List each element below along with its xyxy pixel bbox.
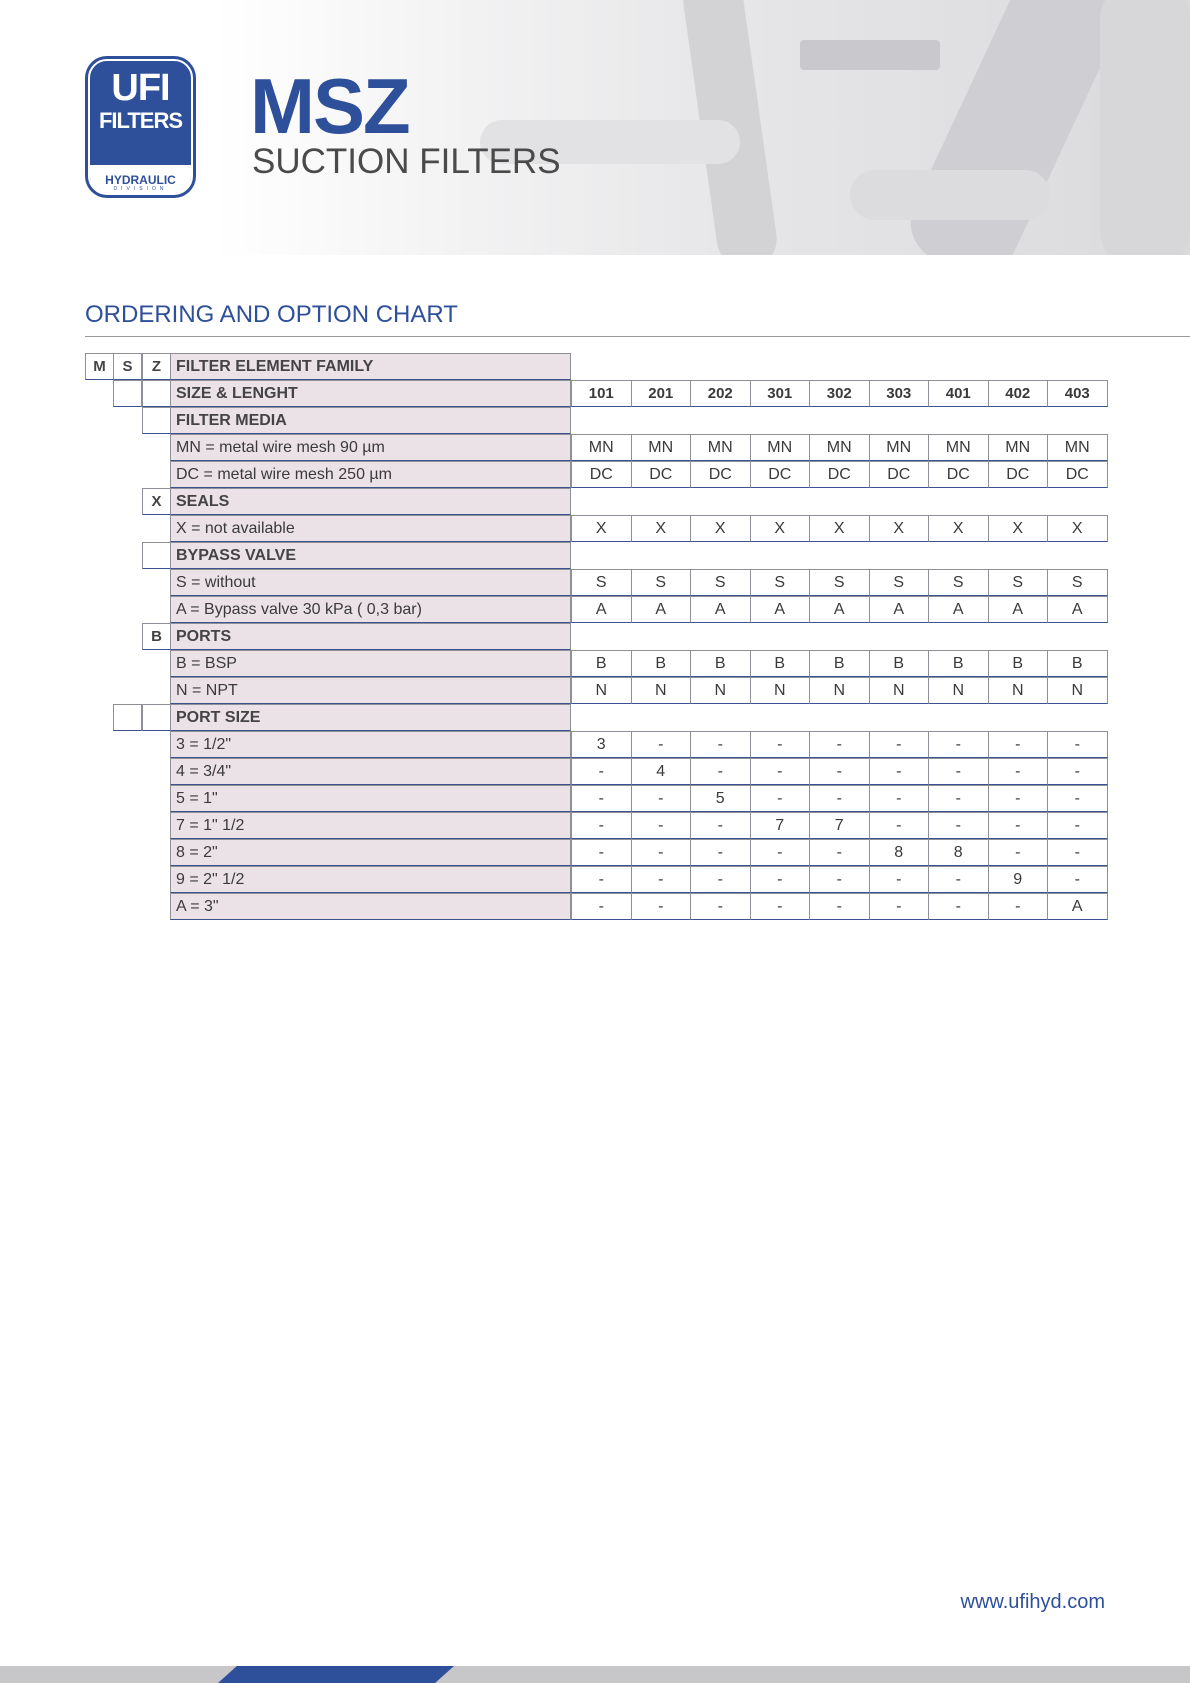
option-value-cell: X — [809, 515, 870, 542]
option-value-cell: S — [1047, 569, 1108, 596]
option-value-cell: - — [631, 893, 692, 920]
option-value-cell: MN — [869, 434, 930, 461]
option-value-cell: - — [869, 731, 930, 758]
option-value-cell: - — [869, 785, 930, 812]
option-value-cell: - — [869, 893, 930, 920]
option-value-cell: - — [690, 893, 751, 920]
option-value-cell: 5 — [690, 785, 751, 812]
option-value-cell: - — [1047, 731, 1108, 758]
option-label: MN = metal wire mesh 90 µm — [170, 434, 571, 461]
option-value-cell: MN — [690, 434, 751, 461]
option-value-cell: A — [809, 596, 870, 623]
option-value-cell: S — [631, 569, 692, 596]
section-header: FILTER MEDIA — [170, 407, 571, 434]
option-value-cell: - — [750, 839, 811, 866]
option-value-cell: - — [1047, 866, 1108, 893]
code-box — [142, 407, 171, 434]
option-value-cell: N — [869, 677, 930, 704]
option-value-cell: - — [631, 812, 692, 839]
option-value-cell: - — [631, 731, 692, 758]
option-value-cell: 7 — [750, 812, 811, 839]
footer-bar — [0, 1666, 1190, 1683]
option-value-cell: - — [869, 812, 930, 839]
option-value-cell: B — [690, 650, 751, 677]
option-value-cell: S — [690, 569, 751, 596]
option-value-cell: DC — [631, 461, 692, 488]
option-value-cell: - — [571, 758, 632, 785]
option-value-cell: - — [809, 893, 870, 920]
option-value-cell: - — [809, 785, 870, 812]
option-value-cell: DC — [869, 461, 930, 488]
option-value-cell: DC — [988, 461, 1049, 488]
option-value-cell: MN — [988, 434, 1049, 461]
option-label: A = Bypass valve 30 kPa ( 0,3 bar) — [170, 596, 571, 623]
size-column-header: 402 — [988, 380, 1049, 407]
option-value-cell: A — [750, 596, 811, 623]
code-box: X — [142, 488, 171, 515]
option-value-cell: - — [750, 785, 811, 812]
option-value-cell: - — [631, 866, 692, 893]
option-value-cell: - — [1047, 812, 1108, 839]
option-value-cell: - — [988, 785, 1049, 812]
option-value-cell: - — [809, 731, 870, 758]
option-label: 7 = 1" 1/2 — [170, 812, 571, 839]
option-value-cell: X — [690, 515, 751, 542]
option-value-cell: S — [809, 569, 870, 596]
option-value-cell: - — [690, 866, 751, 893]
code-letter-cell: M — [85, 353, 114, 380]
option-value-cell: - — [690, 731, 751, 758]
option-value-cell: A — [928, 596, 989, 623]
website-link[interactable]: www.ufihyd.com — [960, 1591, 1105, 1613]
option-label: 5 = 1" — [170, 785, 571, 812]
option-value-cell: - — [571, 839, 632, 866]
option-value-cell: N — [750, 677, 811, 704]
option-value-cell: S — [750, 569, 811, 596]
option-value-cell: - — [988, 731, 1049, 758]
size-column-header: 403 — [1047, 380, 1108, 407]
option-value-cell: A — [631, 596, 692, 623]
option-value-cell: - — [750, 731, 811, 758]
option-value-cell: A — [869, 596, 930, 623]
option-label: 4 = 3/4" — [170, 758, 571, 785]
option-value-cell: A — [1047, 893, 1108, 920]
option-value-cell: - — [809, 758, 870, 785]
footer-accent — [218, 1666, 454, 1683]
option-value-cell: B — [928, 650, 989, 677]
option-value-cell: - — [750, 866, 811, 893]
option-value-cell: - — [988, 839, 1049, 866]
logo-brand-sub: FILTERS — [98, 108, 183, 133]
option-value-cell: A — [1047, 596, 1108, 623]
option-value-cell: S — [988, 569, 1049, 596]
option-value-cell: - — [988, 758, 1049, 785]
option-value-cell: - — [928, 785, 989, 812]
option-value-cell: B — [571, 650, 632, 677]
option-value-cell: MN — [631, 434, 692, 461]
logo-division-sub: DIVISION — [113, 186, 168, 192]
option-value-cell: N — [928, 677, 989, 704]
option-value-cell: - — [809, 866, 870, 893]
option-label: S = without — [170, 569, 571, 596]
option-value-cell: - — [571, 893, 632, 920]
option-value-cell: N — [809, 677, 870, 704]
option-value-cell: - — [928, 731, 989, 758]
size-column-header: 201 — [631, 380, 692, 407]
option-value-cell: MN — [928, 434, 989, 461]
option-value-cell: B — [750, 650, 811, 677]
option-value-cell: X — [988, 515, 1049, 542]
code-box — [142, 704, 171, 731]
option-value-cell: - — [631, 785, 692, 812]
size-column-header: 301 — [750, 380, 811, 407]
code-box: B — [142, 623, 171, 650]
option-value-cell: 8 — [869, 839, 930, 866]
section-header: BYPASS VALVE — [170, 542, 571, 569]
option-value-cell: DC — [1047, 461, 1108, 488]
option-value-cell: X — [750, 515, 811, 542]
option-value-cell: - — [1047, 839, 1108, 866]
option-value-cell: - — [750, 893, 811, 920]
option-value-cell: DC — [750, 461, 811, 488]
option-value-cell: - — [571, 812, 632, 839]
option-label: 3 = 1/2" — [170, 731, 571, 758]
section-divider — [85, 336, 1190, 337]
code-letter-cell: S — [113, 353, 142, 380]
section-title: ORDERING AND OPTION CHART — [85, 301, 458, 328]
option-value-cell: X — [1047, 515, 1108, 542]
option-value-cell: 7 — [809, 812, 870, 839]
option-value-cell: DC — [928, 461, 989, 488]
logo-brand: UFI — [111, 67, 170, 109]
banner-pipe-graphic — [850, 170, 1050, 220]
option-value-cell: A — [988, 596, 1049, 623]
option-value-cell: N — [571, 677, 632, 704]
option-value-cell: X — [631, 515, 692, 542]
option-value-cell: - — [928, 866, 989, 893]
option-value-cell: S — [571, 569, 632, 596]
section-header: PORT SIZE — [170, 704, 571, 731]
option-value-cell: - — [988, 812, 1049, 839]
option-value-cell: B — [809, 650, 870, 677]
option-value-cell: - — [928, 893, 989, 920]
option-value-cell: 8 — [928, 839, 989, 866]
option-value-cell: A — [571, 596, 632, 623]
option-value-cell: X — [928, 515, 989, 542]
option-value-cell: B — [631, 650, 692, 677]
product-title: MSZ — [250, 62, 409, 150]
option-value-cell: DC — [809, 461, 870, 488]
option-value-cell: MN — [750, 434, 811, 461]
option-value-cell: - — [690, 812, 751, 839]
ufi-logo — [85, 56, 196, 198]
size-column-header: 302 — [809, 380, 870, 407]
logo-division: HYDRAULIC — [105, 173, 176, 187]
option-value-cell: - — [869, 866, 930, 893]
section-header: SIZE & LENGHT — [170, 380, 571, 407]
option-value-cell: - — [690, 839, 751, 866]
option-value-cell: - — [869, 758, 930, 785]
option-value-cell: N — [988, 677, 1049, 704]
code-box — [113, 704, 142, 731]
option-value-cell: DC — [690, 461, 751, 488]
option-value-cell: - — [690, 758, 751, 785]
option-label: 8 = 2" — [170, 839, 571, 866]
option-label: B = BSP — [170, 650, 571, 677]
option-value-cell: N — [690, 677, 751, 704]
size-column-header: 202 — [690, 380, 751, 407]
code-box — [142, 542, 171, 569]
option-value-cell: 9 — [988, 866, 1049, 893]
option-value-cell: MN — [1047, 434, 1108, 461]
option-value-cell: A — [690, 596, 751, 623]
option-value-cell: - — [988, 893, 1049, 920]
code-box — [142, 380, 171, 407]
option-value-cell: X — [571, 515, 632, 542]
size-column-header: 303 — [869, 380, 930, 407]
option-value-cell: B — [1047, 650, 1108, 677]
option-value-cell: X — [869, 515, 930, 542]
option-value-cell: - — [1047, 758, 1108, 785]
option-value-cell: B — [988, 650, 1049, 677]
product-subtitle: SUCTION FILTERS — [252, 142, 561, 181]
option-value-cell: B — [869, 650, 930, 677]
option-value-cell: - — [571, 785, 632, 812]
option-value-cell: MN — [571, 434, 632, 461]
option-value-cell: N — [1047, 677, 1108, 704]
option-value-cell: 3 — [571, 731, 632, 758]
option-value-cell: - — [928, 812, 989, 839]
option-value-cell: - — [750, 758, 811, 785]
option-value-cell: 4 — [631, 758, 692, 785]
option-value-cell: DC — [571, 461, 632, 488]
size-column-header: 101 — [571, 380, 632, 407]
option-value-cell: N — [631, 677, 692, 704]
option-label: DC = metal wire mesh 250 µm — [170, 461, 571, 488]
option-value-cell: S — [928, 569, 989, 596]
option-value-cell: - — [928, 758, 989, 785]
section-header: PORTS — [170, 623, 571, 650]
option-value-cell: - — [631, 839, 692, 866]
section-header: FILTER ELEMENT FAMILY — [170, 353, 571, 380]
code-box — [113, 380, 142, 407]
option-value-cell: S — [869, 569, 930, 596]
banner-pipe-graphic — [1100, 0, 1190, 255]
option-value-cell: - — [809, 839, 870, 866]
code-letter-cell: Z — [142, 353, 171, 380]
section-header: SEALS — [170, 488, 571, 515]
option-value-cell: - — [571, 866, 632, 893]
option-label: 9 = 2" 1/2 — [170, 866, 571, 893]
option-label: X = not available — [170, 515, 571, 542]
banner-pipe-graphic — [800, 40, 940, 70]
option-label: N = NPT — [170, 677, 571, 704]
option-label: A = 3" — [170, 893, 571, 920]
size-column-header: 401 — [928, 380, 989, 407]
option-value-cell: - — [1047, 785, 1108, 812]
option-value-cell: MN — [809, 434, 870, 461]
